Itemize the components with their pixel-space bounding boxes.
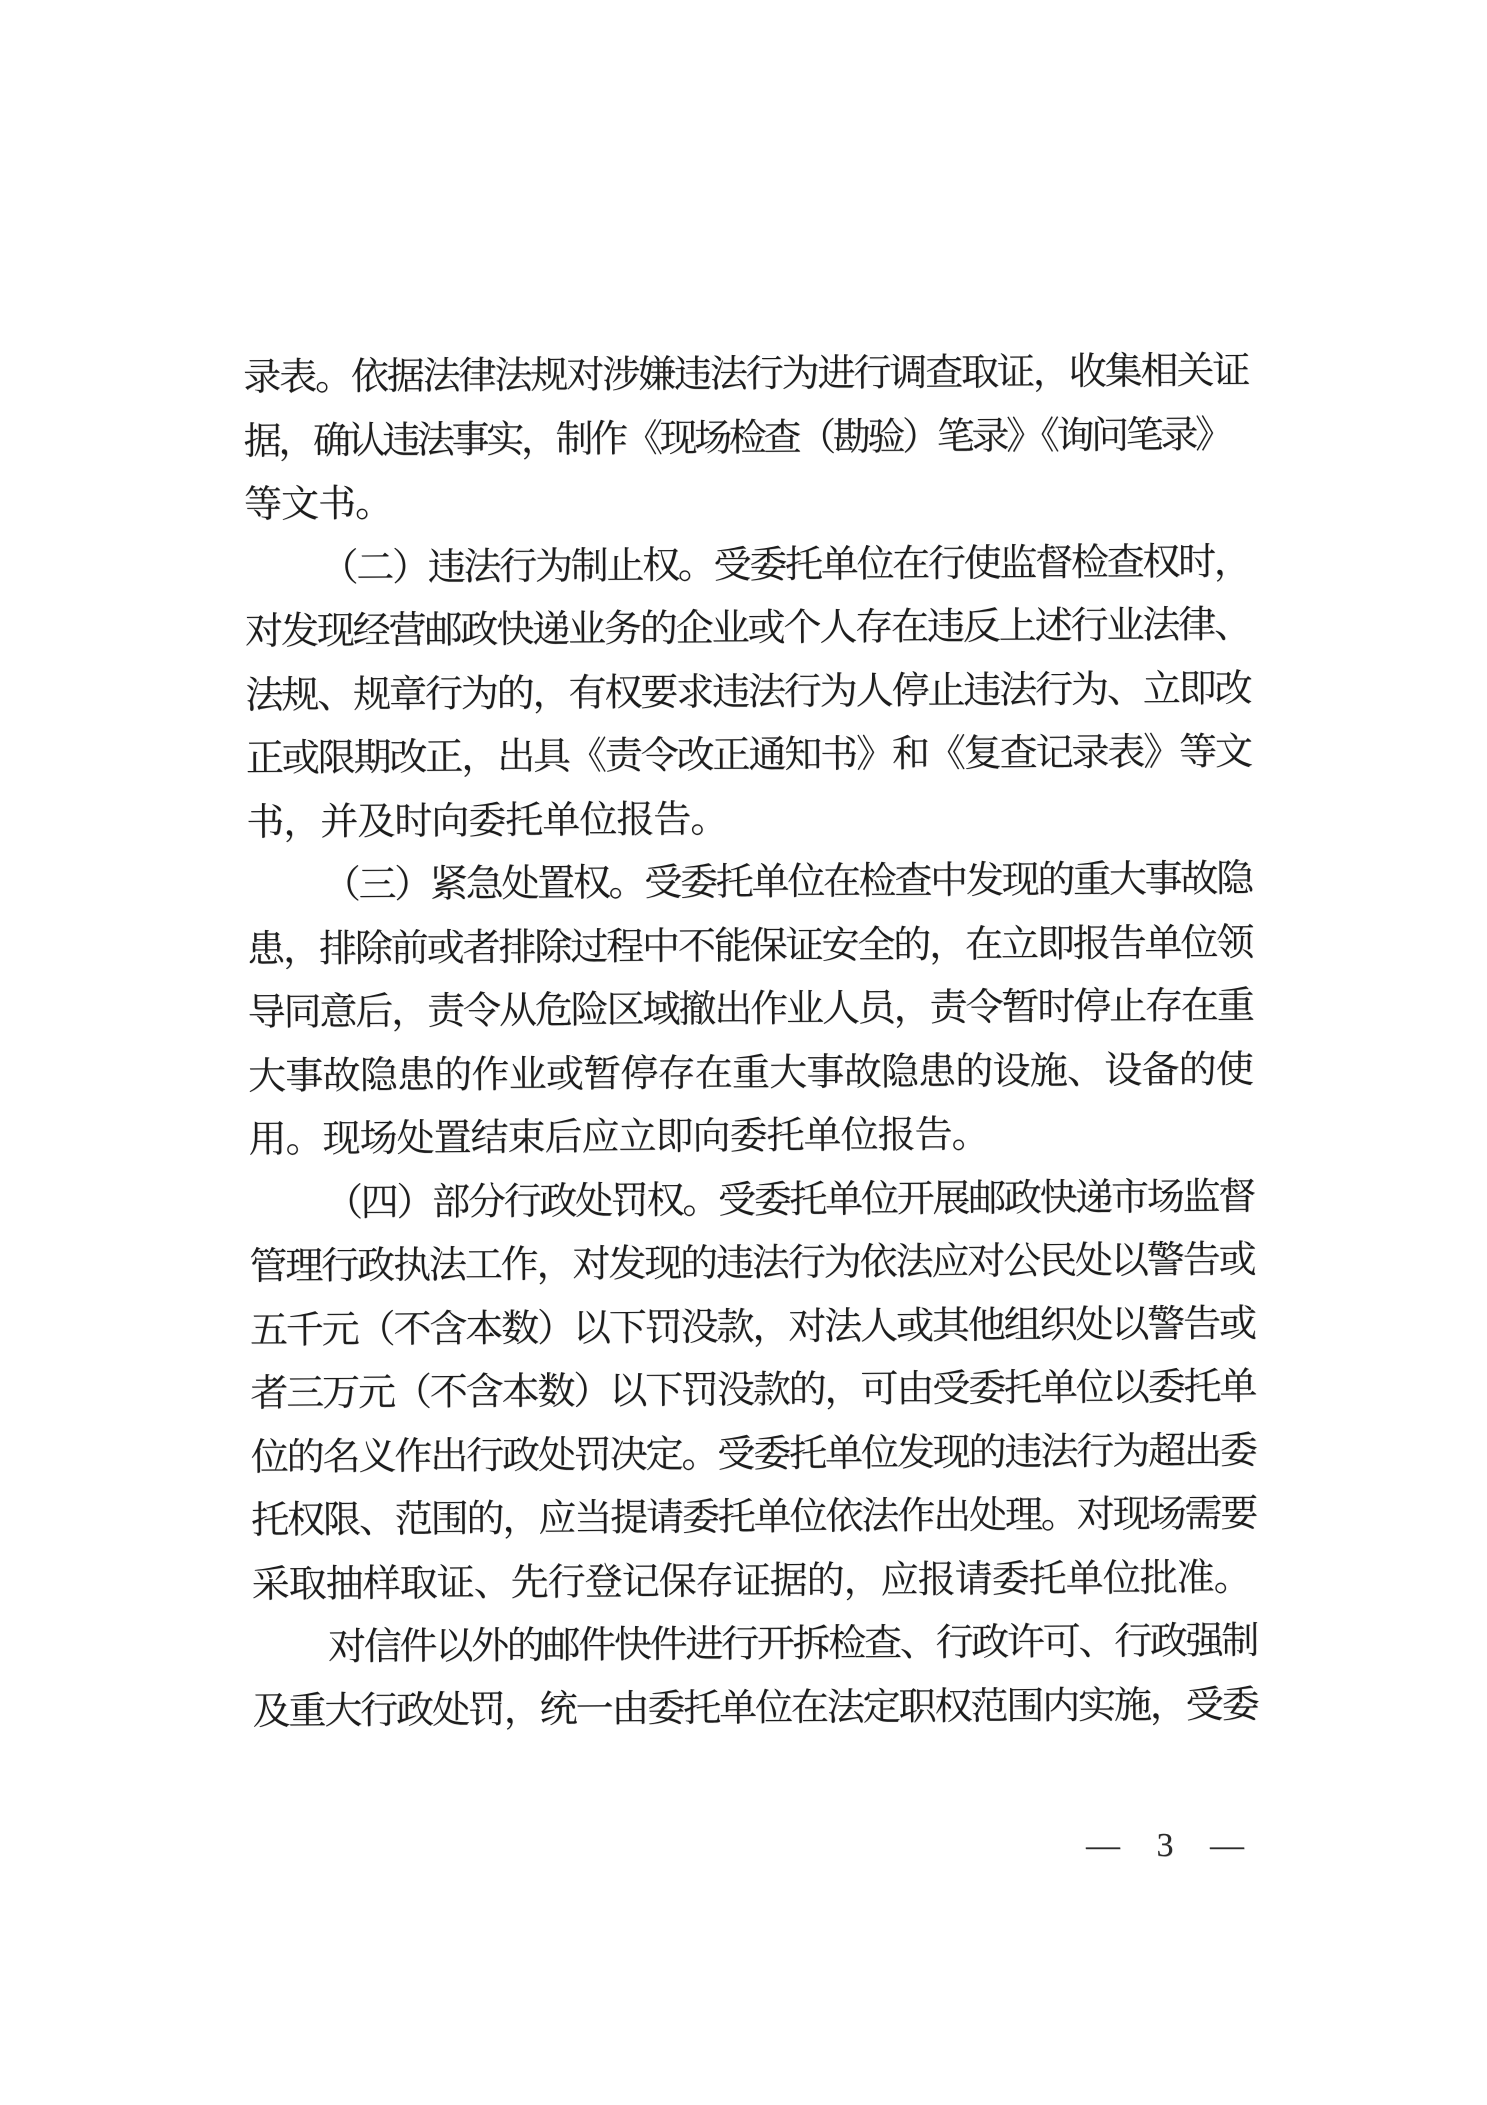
text-line: 等文书。 [243, 482, 393, 526]
text-line: 据，确认违法事实，制作《现场检查（勘验）笔录》《询问笔录》 [243, 413, 1230, 463]
text-line: 对发现经营邮政快递业务的企业或个人存在违反上述行业法律、 [244, 603, 1251, 653]
text-line: （二）违法行为制止权。受委托单位在行使监督检查权时， [320, 540, 1250, 589]
text-line: 及重大行政处罚，统一由委托单位在法定职权范围内实施，受委 [252, 1683, 1258, 1733]
text-line: 位的名义作出行政处罚决定。受委托单位发现的违法行为超出委 [250, 1429, 1256, 1479]
text-line: 正或限期改正，出具《责令改正通知书》和《复查记录表》等文 [245, 730, 1252, 780]
text-line: 托权限、范围的，应当提请委托单位依法作出处理。对现场需要 [251, 1492, 1257, 1542]
text-line: 者三万元（不含本数）以下罚没款的，可由受委托单位以委托单 [250, 1365, 1256, 1415]
text-line: 书，并及时向委托单位报告。 [246, 798, 728, 844]
body-text [243, 340, 1258, 1744]
text-line: 用。现场处置结束后应立即向委托单位报告。 [248, 1113, 989, 1161]
text-line: 对信件以外的邮件快件进行开拆检查、行政许可、行政强制 [327, 1619, 1258, 1669]
text-line: 录表。依据法律法规对涉嫌违法行为进行调查取证，收集相关证 [243, 349, 1249, 399]
text-line: 大事故隐患的作业或暂停存在重大事故隐患的设施、设备的使 [247, 1048, 1254, 1098]
text-line: 管理行政执法工作，对发现的违法行为依法应对公民处以警告或 [249, 1238, 1255, 1288]
text-line: 导同意后，责令从危险区域撤出作业人员，责令暂时停止存在重 [247, 984, 1253, 1034]
text-line: 采取抽样取证、先行登记保存证据的，应报请委托单位批准。 [251, 1556, 1251, 1606]
text-line: 患，排除前或者排除过程中不能保证安全的，在立即报告单位领 [247, 921, 1253, 971]
page-number: — 3 — [1086, 1827, 1250, 1864]
text-line: 法规、规章行为的，有权要求违法行为人停止违法行为、立即改 [245, 667, 1251, 717]
text-line: 五千元（不含本数）以下罚没款，对法人或其他组织处以警告或 [249, 1302, 1256, 1352]
text-line: （三）紧急处置权。受委托单位在检查中发现的重大事故隐 [322, 857, 1252, 907]
text-line: （四）部分行政处罚权。受委托单位开展邮政快递市场监督 [324, 1175, 1255, 1224]
